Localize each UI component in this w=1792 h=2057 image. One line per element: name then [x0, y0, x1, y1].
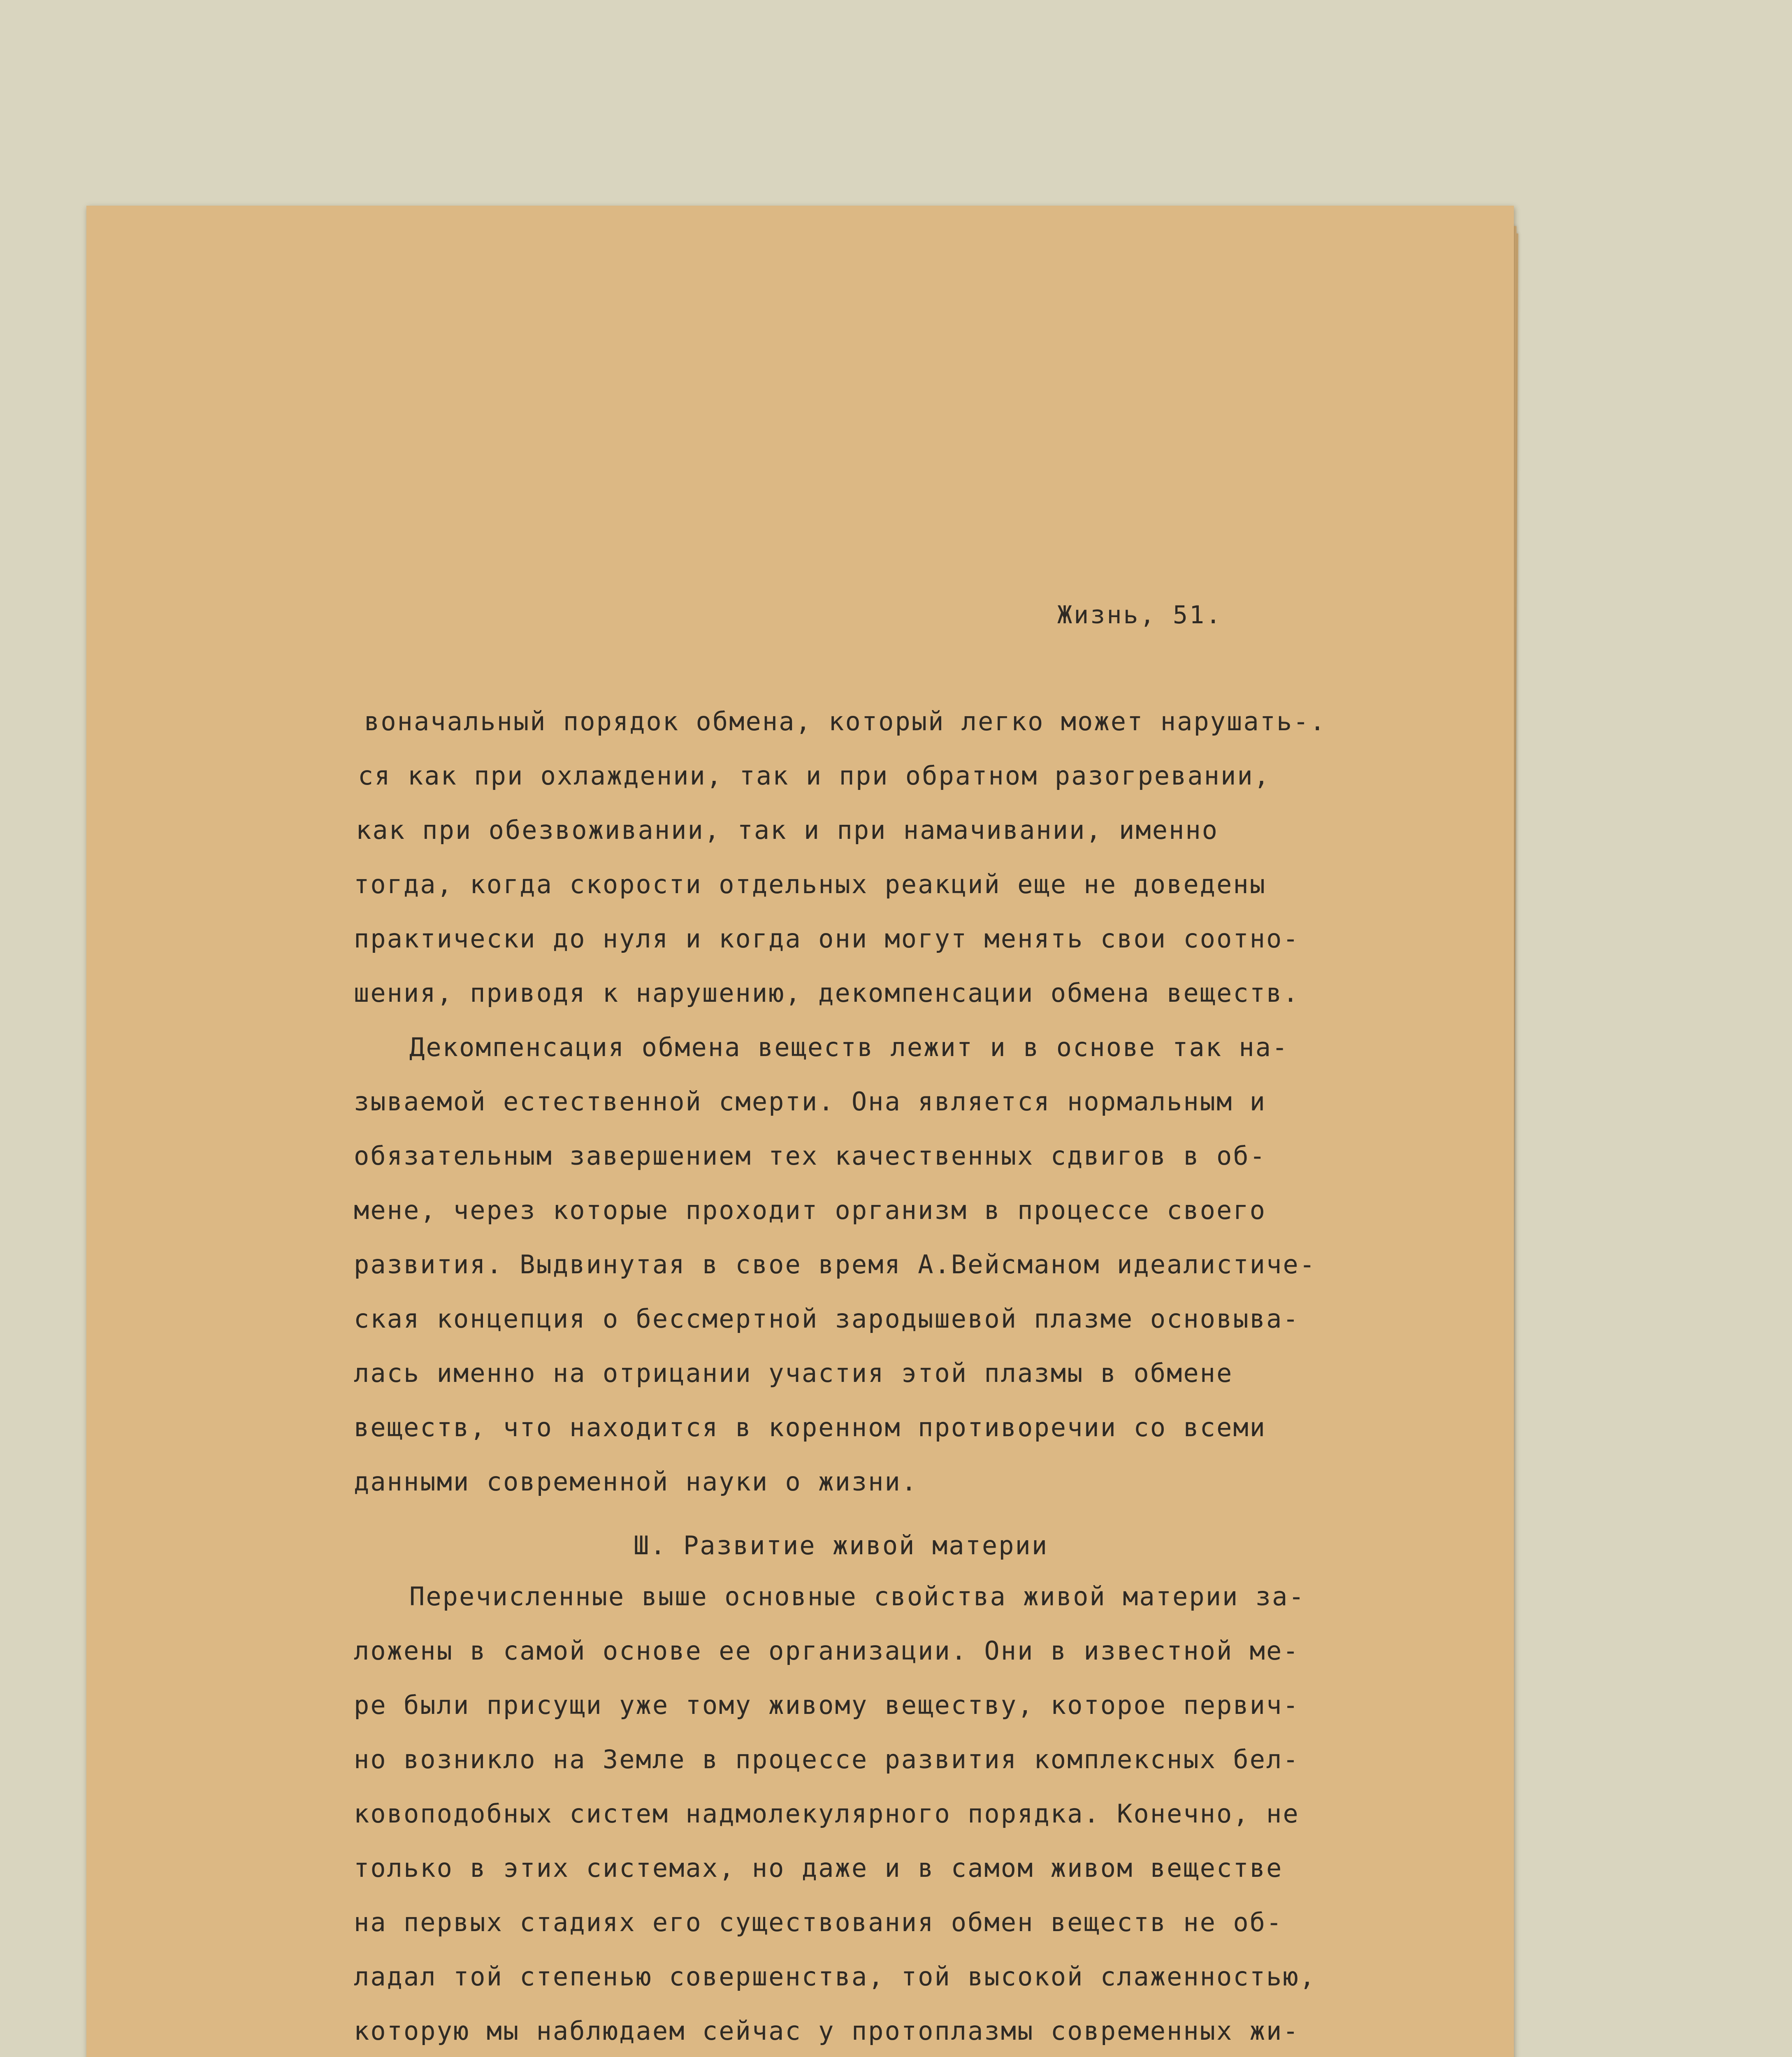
text-line: веществ, что находится в коренном противоречии со всеми — [354, 1412, 1266, 1442]
text-line: данными современной науки о жизни. — [354, 1467, 918, 1497]
page-header: Жизнь, 51. — [1057, 601, 1223, 629]
text-line: которую мы наблюдаем сейчас у протоплазмы современных жи- — [354, 2016, 1300, 2046]
text-line: только в этих системах, но даже и в самом живом веществе — [354, 1853, 1283, 1883]
text-line: шения, приводя к нарушению, декомпенсации обмена веществ. — [354, 978, 1300, 1008]
text-line: зываемой естественной смерти. Она является нормальным и — [354, 1087, 1266, 1117]
text-line: Декомпенсация обмена веществ лежит и в основе так на- — [409, 1032, 1289, 1062]
text-line: лась именно на отрицании участия этой плазмы в обмене — [354, 1358, 1233, 1388]
text-line: ладал той степенью совершенства, той высокой слаженностью, — [354, 1962, 1316, 1992]
text-line: воначальный порядок обмена, который легко может нарушать-. — [364, 706, 1326, 736]
body-text — [86, 206, 1514, 2057]
text-line: но возникло на Земле в процессе развития комплексных бел- — [354, 1744, 1300, 1774]
text-line: тогда, когда скорости отдельных реакций еще не доведены — [354, 869, 1266, 899]
text-line: ре были присущи уже тому живому веществу, которое первич- — [354, 1690, 1300, 1720]
text-line: ложены в самой основе ее организации. Они в известной ме- — [354, 1636, 1300, 1666]
text-line: мене, через которые проходит организм в процессе своего — [354, 1195, 1266, 1225]
text-line: ская концепция о бессмертной зародышевой плазме основыва- — [354, 1304, 1300, 1334]
text-line: развития. Выдвинутая в свое время А.Вейсманом идеалистиче- — [354, 1249, 1316, 1279]
typed-page — [86, 206, 1514, 2057]
text-line: Перечисленные выше основные свойства живой материи за- — [409, 1581, 1305, 1611]
text-line: как при обезвоживании, так и при намачивании, именно — [356, 815, 1219, 845]
text-line: ковоподобных систем надмолекулярного порядка. Конечно, не — [354, 1799, 1300, 1829]
text-line: практически до нуля и когда они могут менять свои соотно- — [354, 924, 1300, 954]
text-line: обязательным завершением тех качественных сдвигов в об- — [354, 1141, 1266, 1171]
text-line: ся как при охлаждении, так и при обратном разогревании, — [358, 761, 1270, 791]
section-heading: Ш. Развитие живой материи — [634, 1530, 1049, 1560]
text-line: на первых стадиях его существования обмен веществ не об- — [354, 1907, 1283, 1937]
